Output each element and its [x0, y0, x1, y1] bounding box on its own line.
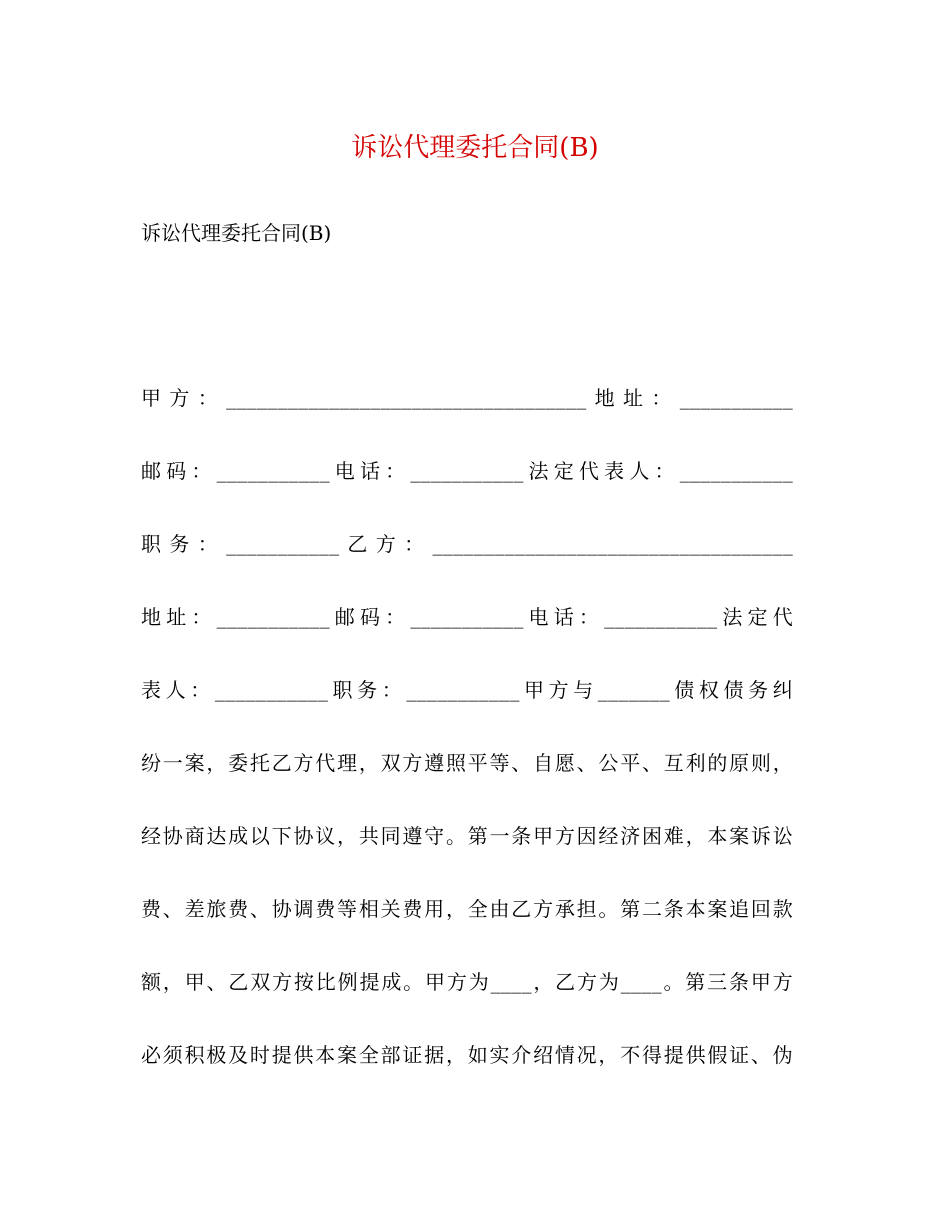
body-line: 经协商达成以下协议，共同遵守。第一条甲方因经济困难，本案诉讼	[141, 824, 793, 848]
document-subtitle: 诉讼代理委托合同(B)	[141, 221, 332, 245]
body-line: 地址：___________邮码：___________电话：___________法定代	[141, 605, 793, 629]
body-line: 费、差旅费、协调费等相关费用，全由乙方承担。第二条本案追回款	[141, 897, 793, 921]
body-line: 纷一案，委托乙方代理，双方遵照平等、自愿、公平、互利的原则，	[141, 751, 793, 775]
body-line: 邮码：___________电话：___________法定代表人：___________	[141, 459, 793, 483]
document-title: 诉讼代理委托合同(B)	[351, 133, 599, 163]
body-line: 职务：___________乙方：___________________________________	[141, 532, 793, 556]
body-line: 甲方：___________________________________地址：___________	[141, 386, 793, 410]
body-line: 表人：___________职务：___________甲方与_______债权债务纠	[141, 678, 793, 702]
contract-body	[141, 362, 793, 1092]
body-line: 必须积极及时提供本案全部证据，如实介绍情况，不得提供假证、伪	[141, 1043, 793, 1067]
body-line: 额，甲、乙双方按比例提成。甲方为____，乙方为____。第三条甲方	[141, 970, 793, 994]
